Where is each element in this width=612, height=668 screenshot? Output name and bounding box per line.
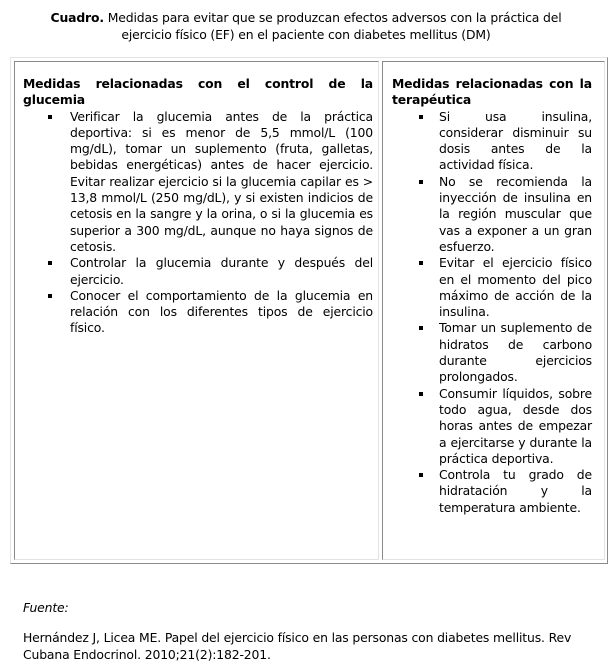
caption-text-line2: ejercicio físico (EF) en el paciente con diabetes mellitus (DM)	[121, 27, 491, 42]
list-item: Conocer el comportamiento de la glucemia en relación con los diferentes tipos de ejercicio físico.	[23, 288, 373, 337]
table-cell-therapeutics	[382, 61, 605, 560]
square-bullet-icon	[419, 180, 423, 184]
source-label: Fuente:	[23, 600, 69, 615]
column-title: Medidas relacionadas con el control de la glucemia	[23, 76, 373, 108]
list-item: Tomar un suplemento de hidratos de carbono durante ejercicios prolongados.	[392, 320, 592, 385]
square-bullet-icon	[419, 261, 423, 265]
list-item: No se recomienda la inyección de insulina en la región muscular que vas a exponer a un gran esfuerzo.	[392, 174, 592, 255]
list-item: Verificar la glucemia antes de la práctica deportiva: si es menor de 5,5 mmol/L (100 mg/dL), tomar un suplemento (fruta, galletas, bebidas energéticas) antes de hacer ejercicio. Evitar realizar ejercicio si la glucemia capilar es > 13,8 mmol/L (250 mg/dL), y si existen indicios de cetosis en la sangre y la orina, o si la glucemia es superior a 300 mg/dL, aunque no haya signos de cetosis.	[23, 109, 373, 256]
measures-list	[392, 109, 592, 516]
square-bullet-icon	[48, 294, 52, 298]
caption-text-line1: Medidas para evitar que se produzcan efectos adversos con la práctica del	[103, 10, 562, 25]
list-item: Consumir líquidos, sobre todo agua, desde dos horas antes de empezar a ejercitarse y durante la práctica deportiva.	[392, 386, 592, 467]
table-caption	[0, 9, 612, 43]
square-bullet-icon	[48, 115, 52, 119]
list-item: Controlar la glucemia durante y después del ejercicio.	[23, 255, 373, 288]
square-bullet-icon	[419, 392, 423, 396]
column-title: Medidas relacionadas con la terapéutica	[392, 76, 592, 108]
square-bullet-icon	[419, 326, 423, 330]
list-item: Si usa insulina, considerar disminuir su dosis antes de la actividad física.	[392, 109, 592, 174]
square-bullet-icon	[419, 473, 423, 477]
source-citation: Hernández J, Licea ME. Papel del ejercicio físico en las personas con diabetes mellitus. Rev Cubana Endocrinol. 2010;21(2):182-201.	[23, 630, 572, 662]
list-item: Controla tu grado de hidratación y la temperatura ambiente.	[392, 467, 592, 516]
square-bullet-icon	[419, 115, 423, 119]
square-bullet-icon	[48, 261, 52, 265]
caption-label: Cuadro.	[50, 10, 104, 25]
list-item: Evitar el ejercicio físico en el momento del pico máximo de acción de la insulina.	[392, 255, 592, 320]
measures-list	[23, 109, 373, 337]
table-cell-glycemia-control	[14, 61, 379, 560]
